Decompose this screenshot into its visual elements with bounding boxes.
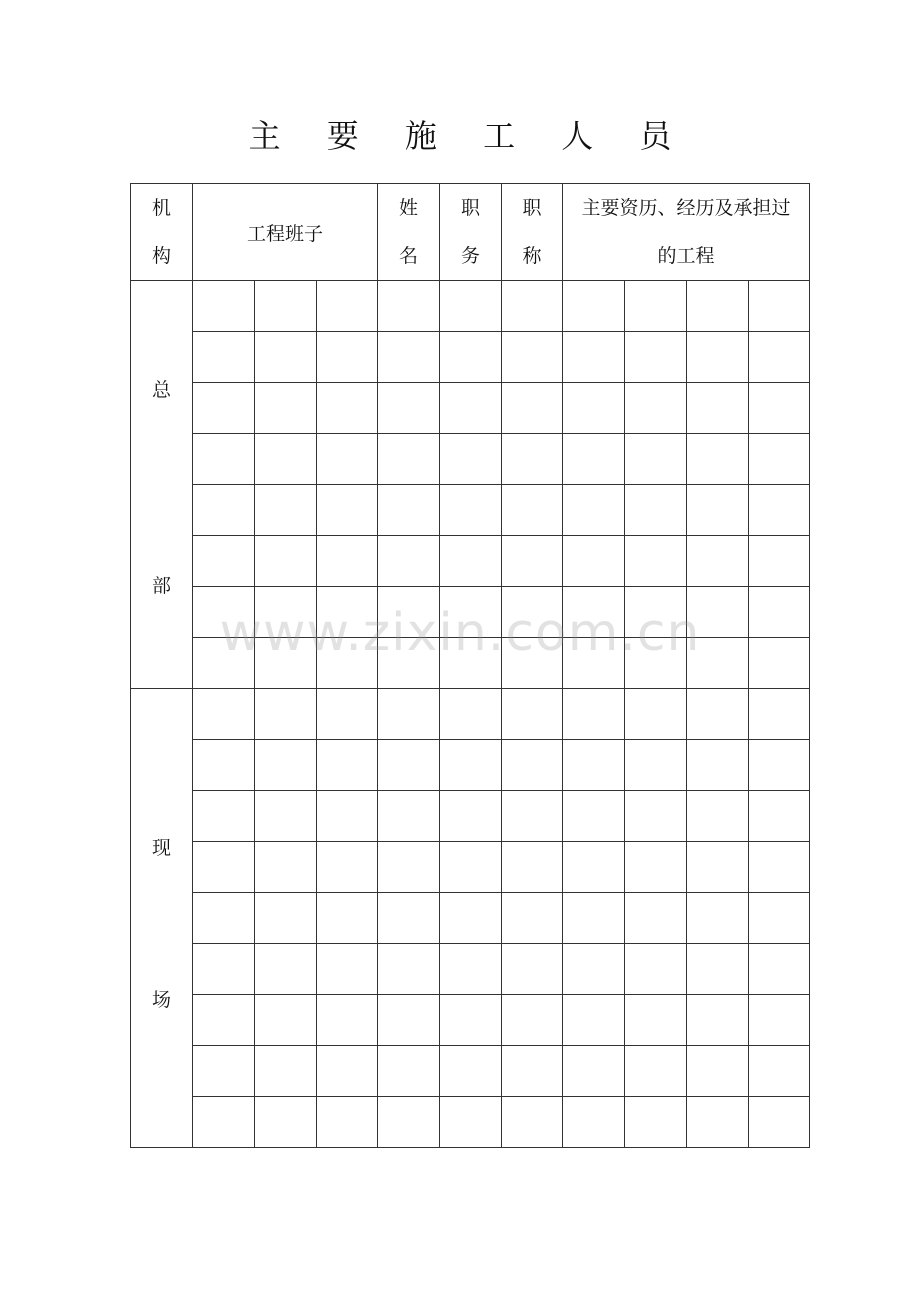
table-cell[interactable] xyxy=(502,842,563,893)
table-cell[interactable] xyxy=(749,842,810,893)
table-cell[interactable] xyxy=(625,791,687,842)
table-cell[interactable] xyxy=(317,689,378,740)
table-cell[interactable] xyxy=(440,485,502,536)
table-cell[interactable] xyxy=(255,281,317,332)
table-cell[interactable] xyxy=(563,281,625,332)
table-cell[interactable] xyxy=(378,1097,440,1148)
table-cell[interactable] xyxy=(625,485,687,536)
table-cell[interactable] xyxy=(687,995,749,1046)
table-cell[interactable] xyxy=(502,332,563,383)
table-cell[interactable] xyxy=(687,689,749,740)
table-cell[interactable] xyxy=(378,689,440,740)
table-row xyxy=(131,638,810,689)
table-cell[interactable] xyxy=(687,485,749,536)
table-cell[interactable] xyxy=(687,1097,749,1148)
table-cell[interactable] xyxy=(255,842,317,893)
table-cell[interactable] xyxy=(193,1097,255,1148)
table-cell[interactable] xyxy=(749,485,810,536)
table-cell[interactable] xyxy=(502,791,563,842)
table-cell[interactable] xyxy=(440,383,502,434)
table-cell[interactable] xyxy=(563,638,625,689)
table-cell[interactable] xyxy=(563,434,625,485)
table-cell[interactable] xyxy=(502,536,563,587)
table-cell[interactable] xyxy=(440,740,502,791)
table-cell[interactable] xyxy=(563,1046,625,1097)
section-label-char: 场 xyxy=(151,989,171,1011)
table-cell[interactable] xyxy=(502,638,563,689)
header-experience: 主要资历、经历及承担过的工程 xyxy=(563,184,810,281)
table-cell[interactable] xyxy=(317,383,378,434)
table-cell[interactable] xyxy=(255,1046,317,1097)
page-title: 主 要 施 工 人 员 xyxy=(248,117,690,155)
table-cell[interactable] xyxy=(317,332,378,383)
table-cell[interactable] xyxy=(317,842,378,893)
table-cell[interactable] xyxy=(255,332,317,383)
table-cell[interactable] xyxy=(440,332,502,383)
table-row xyxy=(131,281,810,332)
table-cell[interactable] xyxy=(749,638,810,689)
table-cell[interactable] xyxy=(317,740,378,791)
table-cell[interactable] xyxy=(563,383,625,434)
table-cell[interactable] xyxy=(378,740,440,791)
table-row xyxy=(131,1046,810,1097)
table-cell[interactable] xyxy=(502,1046,563,1097)
table-cell[interactable] xyxy=(317,587,378,638)
table-cell[interactable] xyxy=(255,995,317,1046)
table-cell[interactable] xyxy=(317,944,378,995)
table-cell[interactable] xyxy=(317,995,378,1046)
table-cell[interactable] xyxy=(502,740,563,791)
header-team: 工程班子 xyxy=(193,184,378,281)
table-row xyxy=(131,485,810,536)
table-row xyxy=(131,944,810,995)
table-cell[interactable] xyxy=(563,995,625,1046)
table-cell[interactable] xyxy=(687,281,749,332)
table-cell[interactable] xyxy=(378,536,440,587)
table-cell[interactable] xyxy=(749,332,810,383)
table-row xyxy=(131,995,810,1046)
table-cell[interactable] xyxy=(440,1097,502,1148)
table-cell[interactable] xyxy=(502,587,563,638)
table-cell[interactable] xyxy=(378,383,440,434)
table-cell[interactable] xyxy=(193,485,255,536)
table-row xyxy=(131,1097,810,1148)
section-label-char: 现 xyxy=(151,837,171,859)
table-cell[interactable] xyxy=(749,1046,810,1097)
table-cell[interactable] xyxy=(625,740,687,791)
table-cell[interactable] xyxy=(625,1097,687,1148)
table-cell[interactable] xyxy=(378,587,440,638)
table-cell[interactable] xyxy=(317,536,378,587)
table-cell[interactable] xyxy=(193,383,255,434)
table-cell[interactable] xyxy=(378,791,440,842)
table-cell[interactable] xyxy=(687,893,749,944)
watermark: www.zixin.com.cn xyxy=(219,603,701,663)
table-cell[interactable] xyxy=(687,944,749,995)
table-cell[interactable] xyxy=(440,1046,502,1097)
table-cell[interactable] xyxy=(378,485,440,536)
table-cell[interactable] xyxy=(193,332,255,383)
table-cell[interactable] xyxy=(687,791,749,842)
table-cell[interactable] xyxy=(502,689,563,740)
table-cell[interactable] xyxy=(502,995,563,1046)
table-cell[interactable] xyxy=(440,434,502,485)
table-cell[interactable] xyxy=(687,332,749,383)
table-cell[interactable] xyxy=(193,842,255,893)
table-cell[interactable] xyxy=(255,740,317,791)
table-cell[interactable] xyxy=(255,638,317,689)
table-cell[interactable] xyxy=(440,842,502,893)
table-cell[interactable] xyxy=(502,1097,563,1148)
table-cell[interactable] xyxy=(749,740,810,791)
table-cell[interactable] xyxy=(502,383,563,434)
header-row xyxy=(131,184,810,281)
table-row xyxy=(131,842,810,893)
table-cell[interactable] xyxy=(625,332,687,383)
header-duty: 职务 xyxy=(440,184,502,281)
table-cell[interactable] xyxy=(625,893,687,944)
header-rank: 职称 xyxy=(502,184,563,281)
table-cell[interactable] xyxy=(687,740,749,791)
table-cell[interactable] xyxy=(255,1097,317,1148)
table-row xyxy=(131,383,810,434)
table-cell[interactable] xyxy=(563,485,625,536)
table-row xyxy=(131,791,810,842)
table-cell[interactable] xyxy=(255,485,317,536)
table-cell[interactable] xyxy=(440,791,502,842)
table-cell[interactable] xyxy=(255,791,317,842)
table-cell[interactable] xyxy=(193,689,255,740)
table-cell[interactable] xyxy=(625,1046,687,1097)
table-cell[interactable] xyxy=(440,281,502,332)
table-cell[interactable] xyxy=(440,638,502,689)
table-cell[interactable] xyxy=(378,281,440,332)
table-cell[interactable] xyxy=(563,536,625,587)
table-cell[interactable] xyxy=(749,536,810,587)
table-cell[interactable] xyxy=(440,587,502,638)
table-cell[interactable] xyxy=(563,587,625,638)
header-org: 机构 xyxy=(131,184,193,281)
table-row xyxy=(131,587,810,638)
table-cell[interactable] xyxy=(749,383,810,434)
table-cell[interactable] xyxy=(625,281,687,332)
table-cell[interactable] xyxy=(502,944,563,995)
table-cell[interactable] xyxy=(378,842,440,893)
table-cell[interactable] xyxy=(255,944,317,995)
table-cell[interactable] xyxy=(193,638,255,689)
table-cell[interactable] xyxy=(563,689,625,740)
table-cell[interactable] xyxy=(563,1097,625,1148)
table-cell[interactable] xyxy=(563,791,625,842)
table-row xyxy=(131,893,810,944)
table-cell[interactable] xyxy=(440,995,502,1046)
table-cell[interactable] xyxy=(193,1046,255,1097)
table-cell[interactable] xyxy=(563,740,625,791)
table-cell[interactable] xyxy=(193,536,255,587)
table-cell[interactable] xyxy=(687,587,749,638)
table-row xyxy=(131,434,810,485)
table-cell[interactable] xyxy=(440,893,502,944)
table-cell[interactable] xyxy=(625,383,687,434)
table-cell[interactable] xyxy=(255,434,317,485)
table-cell[interactable] xyxy=(563,332,625,383)
table-cell[interactable] xyxy=(317,638,378,689)
table-cell[interactable] xyxy=(563,944,625,995)
table-cell[interactable] xyxy=(749,587,810,638)
table-cell[interactable] xyxy=(378,332,440,383)
table-cell[interactable] xyxy=(317,893,378,944)
table-cell[interactable] xyxy=(255,587,317,638)
table-cell[interactable] xyxy=(749,281,810,332)
section-label-cell xyxy=(131,689,193,1148)
table-cell[interactable] xyxy=(255,383,317,434)
table-cell[interactable] xyxy=(317,1097,378,1148)
table-cell[interactable] xyxy=(255,689,317,740)
table-cell[interactable] xyxy=(193,434,255,485)
table-cell[interactable] xyxy=(378,893,440,944)
table-cell[interactable] xyxy=(687,1046,749,1097)
table-cell[interactable] xyxy=(255,536,317,587)
table-cell[interactable] xyxy=(687,383,749,434)
table-cell[interactable] xyxy=(193,587,255,638)
table-cell[interactable] xyxy=(749,791,810,842)
table-cell[interactable] xyxy=(440,536,502,587)
table-cell[interactable] xyxy=(193,281,255,332)
table-cell[interactable] xyxy=(502,434,563,485)
table-cell[interactable] xyxy=(625,995,687,1046)
table-cell[interactable] xyxy=(625,842,687,893)
table-row xyxy=(131,536,810,587)
section-label-char: 总 xyxy=(151,379,171,401)
table-row xyxy=(131,332,810,383)
table-cell[interactable] xyxy=(625,434,687,485)
table-cell[interactable] xyxy=(687,842,749,893)
table-cell[interactable] xyxy=(440,689,502,740)
section-label-char: 部 xyxy=(151,575,171,597)
table-cell[interactable] xyxy=(687,434,749,485)
table-cell[interactable] xyxy=(625,638,687,689)
table-cell[interactable] xyxy=(563,893,625,944)
table-cell[interactable] xyxy=(749,689,810,740)
table-row xyxy=(131,740,810,791)
table-cell[interactable] xyxy=(687,638,749,689)
table-cell[interactable] xyxy=(625,536,687,587)
table-cell[interactable] xyxy=(255,893,317,944)
table-cell[interactable] xyxy=(749,944,810,995)
table-cell[interactable] xyxy=(749,434,810,485)
staff-table xyxy=(130,183,810,1148)
table-cell[interactable] xyxy=(502,893,563,944)
table-cell[interactable] xyxy=(687,536,749,587)
table-cell[interactable] xyxy=(502,281,563,332)
table-cell[interactable] xyxy=(440,944,502,995)
table-row xyxy=(131,689,810,740)
table-cell[interactable] xyxy=(749,893,810,944)
table-cell[interactable] xyxy=(378,944,440,995)
table-cell[interactable] xyxy=(749,995,810,1046)
table-cell[interactable] xyxy=(378,638,440,689)
table-cell[interactable] xyxy=(317,434,378,485)
table-cell[interactable] xyxy=(317,485,378,536)
header-name: 姓名 xyxy=(378,184,440,281)
table-cell[interactable] xyxy=(317,791,378,842)
table-cell[interactable] xyxy=(625,689,687,740)
table-cell[interactable] xyxy=(378,995,440,1046)
table-cell[interactable] xyxy=(193,740,255,791)
table-cell[interactable] xyxy=(563,842,625,893)
table-cell[interactable] xyxy=(378,1046,440,1097)
table-cell[interactable] xyxy=(193,995,255,1046)
section-label-cell xyxy=(131,281,193,689)
table-cell[interactable] xyxy=(625,587,687,638)
table-cell[interactable] xyxy=(317,281,378,332)
table-cell[interactable] xyxy=(193,893,255,944)
table-cell[interactable] xyxy=(502,485,563,536)
table-cell[interactable] xyxy=(749,1097,810,1148)
table-cell[interactable] xyxy=(378,434,440,485)
table-cell[interactable] xyxy=(193,791,255,842)
table-cell[interactable] xyxy=(625,944,687,995)
table-cell[interactable] xyxy=(193,944,255,995)
table-cell[interactable] xyxy=(317,1046,378,1097)
